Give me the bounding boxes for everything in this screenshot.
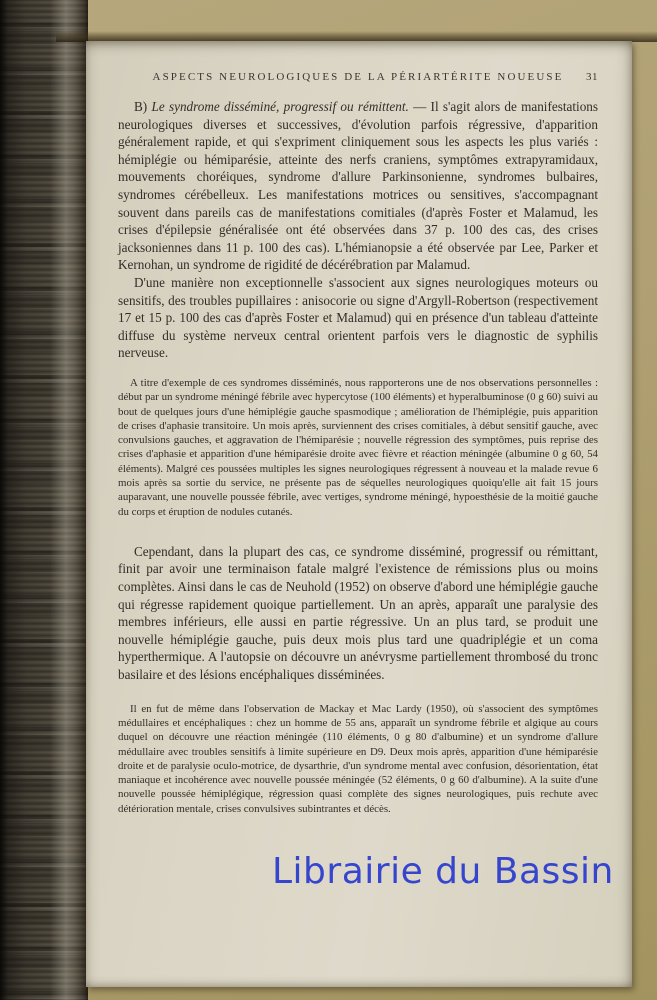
case-observation-1: A titre d'exemple de ces syndromes disséminés, nous rapporterons une de nos observations personnelles : début par un syndrome méningé fébrile avec hypercytose (100 éléments) et hyperalbuminose (0 g 60) suivi au bout de quelques jours d'une hémiplégie gauche spasmodique ; amélioration de l'hémiplégie, puis apparition de crises d'aphasie transitoire. Un mois après, surviennent des crises comitiales, à début sensitif gauche, avec convulsions gauches, et aggravation de l'hémiparésie ; nouvelle régression des symptômes, puis reprise des crises d'aphasie et apparition d'une hémiparésie droite avec fièvre et réaction méningée (albumine 0 g 60, 54 éléments). Malgré ces poussées multiples les signes neurologiques régressent à nouveau et la malade revue 6 mois après sa sortie du service, ne présente pas de séquelles neurologiques quoiqu'elle ait fait 15 jours auparavant, une nouvelle poussée fébrile, avec vertiges, syndrome méningé, hypoesthésie de la moitié gauche du corps et éruption de nodules cutanés. [118,376,598,518]
paragraph-lead-italic: Le syndrome disséminé, progressif ou rémittent. [151,99,409,114]
paragraph-syndrome-dissemine [118,98,598,274]
book-page-edges [0,0,88,1000]
paragraph-troubles-pupillaires: D'une manière non exceptionnelle s'associent aux signes neurologiques moteurs ou sensitifs, des troubles pupillaires : anisocorie ou signe d'Argyll-Robertson (respectivement 17 et 15 p. 100 des cas d'après Foster et Malamud) qui en présence d'un tableau d'atteinte diffuse du système nerveux central orientent parfois vers le diagnostic de syphilis nerveuse. [118,274,598,361]
chapter-title: ASPECTS NEUROLOGIQUES DE LA PÉRIARTÉRITE NOUEUSE [152,71,564,83]
paragraph-pronostic: Cependant, dans la plupart des cas, ce syndrome disséminé, progressif ou rémittant, finit par avoir une terminaison fatale malgré l'existence de rémissions plus ou moins complètes. Ainsi dans le cas de Neuhold (1952) on observe d'abord une hémiplégie gauche qui régresse rapidement quoique partiellement. Un an après, apparaît une paralysie des membres inférieurs, elle aussi en partie régressive. Un an plus tard, se produit une nouvelle hémiplégie gauche, puis deux mois plus tard une quadriplégie et un coma hyperthermique. A l'autopsie on découvre un anévrysme partiellement thrombosé du tronc basilaire et des lésions encéphaliques disséminées. [118,543,598,683]
book-page [86,41,632,987]
page-number: 31 [586,71,598,83]
case-observation-2: Il en fut de même dans l'observation de Mackay et Mac Lardy (1950), où s'associent des symptômes médullaires et encéphaliques : chez un homme de 55 ans, apparaît un syndrome fébrile et algique au cours duquel on découvre une réaction méningée (110 éléments, 0 g 80 d'albumine) et un syndrome d'allure médullaire avec troubles sensitifs à limite supérieure en D9. Deux mois après, apparition d'une hémiparésie droite et de paralysie oculo-motrice, de dysarthrie, d'un syndrome mental avec confusion, désorientation, état maniaque et incohérence avec nouvelle poussée méningée (52 éléments, 0 g 60 d'albumine). A la suite d'une nouvelle poussée hémiplégique, régression quasi complète des signes neurologiques, puis rechute avec détérioration mentale, crises convulsives subintrantes et décès. [118,702,598,815]
running-head [118,71,598,83]
paragraph-prefix: B) [134,99,152,114]
bookseller-watermark: Librairie du Bassin [272,851,614,892]
page-content [118,71,598,816]
paragraph-body: — Il s'agit alors de manifestations neurologiques diverses et successives, d'évolution parfois régressive, d'apparition généralement rapide, et qui s'expriment cliniquement sous les aspects les plus variés : hémiplégie ou hémiparésie, atteinte des nerfs craniens, symptômes extrapyramidaux, mouvements choréiques, syndrome d'allure Parkinsonienne, syndromes bulbaires, syndromes cérébelleux. Les manifestations motrices ou sensitives, s'accompagnant souvent dans pareils cas de manifestations comitiales (d'après Foster et Malamud, les crises d'épilepsie généralisée ont été observées dans 37 p. 100 des cas, des crises jacksoniennes dans 11 p. 100 des cas). L'hémianopsie a été observée par Lee, Parker et Kernohan, un syndrome de rigidité de décérébration par Malamud. [118,99,599,273]
